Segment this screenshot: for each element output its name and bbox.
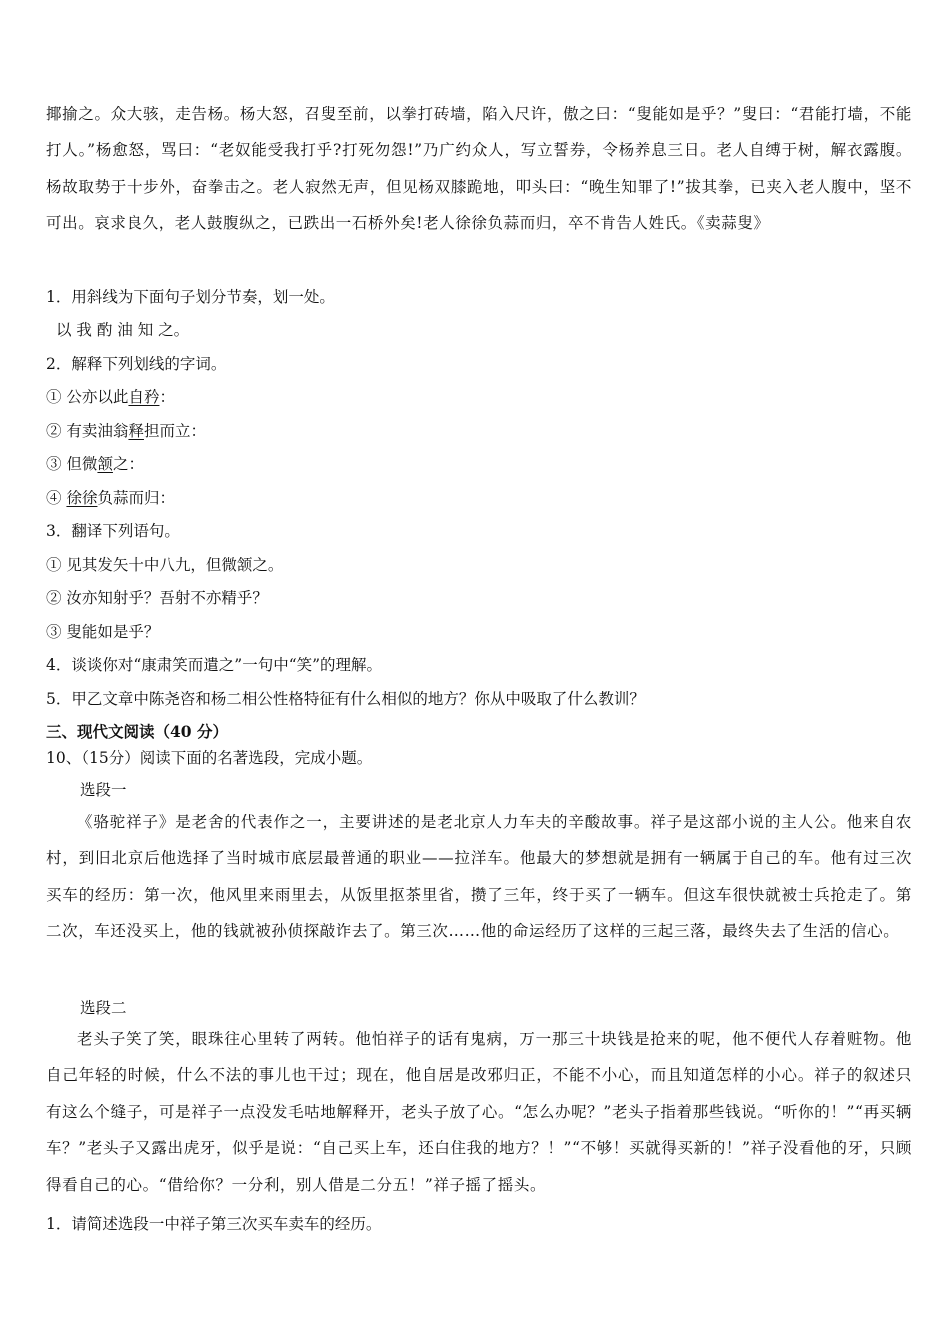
section-heading: 三、现代文阅读（40 分） — [46, 722, 228, 741]
underlined-term: 徐徐 — [66, 489, 98, 507]
question-3: 3．翻译下列语句。 — [46, 522, 180, 540]
sub-question-1: 1．请简述选段一中祥子第三次买车卖车的经历。 — [46, 1215, 382, 1233]
excerpt-1: 《骆驼祥子》是老舍的代表作之一，主要讲述的是老北京人力车夫的辛酸故事。祥子是这部小说的主人公。他来自农村，到旧北京后他选择了当时城市底层最普通的职业——拉洋车。他最大的梦想就是拥有一辆属于自己的车。他有过三次买车的经历：第一次，他风里来雨里去，从饭里抠茶里省，攒了三年，终于买了一辆车。但这车很快就被士兵抢走了。第二次，车还没买上，他的钱就被孙侦探敲诈去了。第三次……他的命运经历了这样的三起三落，最终失去了生活的信心。 — [46, 813, 912, 941]
underlined-term: 颔 — [97, 455, 113, 473]
question-3-item: ① 见其发矢十中八九，但微颔之。 — [46, 556, 284, 574]
question-3-item: ② 汝亦知射乎？吾射不亦精乎？ — [46, 589, 268, 607]
question-2-item: ② 有卖油翁释担而立： — [46, 422, 206, 440]
question-3-item: ③ 叟能如是乎？ — [46, 623, 160, 641]
question-5: 5．甲乙文章中陈尧咨和杨二相公性格特征有什么相似的地方？你从中吸取了什么教训？ — [46, 690, 645, 708]
underlined-term: 释 — [128, 422, 144, 440]
question-4: 4．谈谈你对“康肃笑而遣之”一句中“笑”的理解。 — [46, 656, 383, 674]
question-1-sentence: 以 我 酌 油 知 之。 — [56, 321, 190, 339]
question-2-item: ④ 徐徐负蒜而归： — [46, 489, 175, 507]
question-2-item: ③ 但微颔之： — [46, 455, 144, 473]
question-10: 10、（15分）阅读下面的名著选段，完成小题。 — [46, 749, 373, 767]
excerpt-2-label: 选段二 — [80, 999, 127, 1017]
classical-passage: 揶揄之。众大骇，走告杨。杨大怒，召叟至前，以拳打砖墙，陷入尺许，傲之曰：“叟能如是乎？”叟曰：“君能打墙，不能打人。”杨愈怒，骂曰：“老奴能受我打乎?打死勿怨!”乃广约众人，写立誓券，令杨养息三日。老人自缚于树，解衣露腹。杨故取势于十步外，奋拳击之。老人寂然无声，但见杨双膝跪地，叩头曰：“晚生知罪了!”拔其拳，已夹入老人腹中，坚不可出。哀求良久，老人鼓腹纵之，已跌出一石桥外矣!老人徐徐负蒜而归，卒不肯告人姓氏。《卖蒜叟》 — [46, 105, 912, 233]
excerpt-1-label: 选段一 — [80, 781, 127, 799]
question-2: 2．解释下列划线的字词。 — [46, 355, 227, 373]
question-1: 1．用斜线为下面句子划分节奏，划一处。 — [46, 288, 335, 306]
question-2-item: ① 公亦以此自矜： — [46, 388, 175, 406]
underlined-term: 自矜 — [128, 388, 160, 406]
excerpt-2: 老头子笑了笑，眼珠往心里转了两转。他怕祥子的话有鬼病，万一那三十块钱是抢来的呢，他不便代人存着赃物。他自己年轻的时候，什么不法的事儿也干过；现在，他自居是改邪归正，不能不小心，而且知道怎样的小心。祥子的叙述只有这么个缝子，可是祥子一点没发毛咕地解释开，老头子放了心。“怎么办呢？”老头子指着那些钱说。“听你的！”“再买辆车？”老头子又露出虎牙，似乎是说：“自己买上车，还白住我的地方？！”“不够！买就得买新的！”祥子没看他的牙，只顾得看自己的心。“借给你？一分利，别人借是二分五！”祥子摇了摇头。 — [46, 1030, 912, 1194]
